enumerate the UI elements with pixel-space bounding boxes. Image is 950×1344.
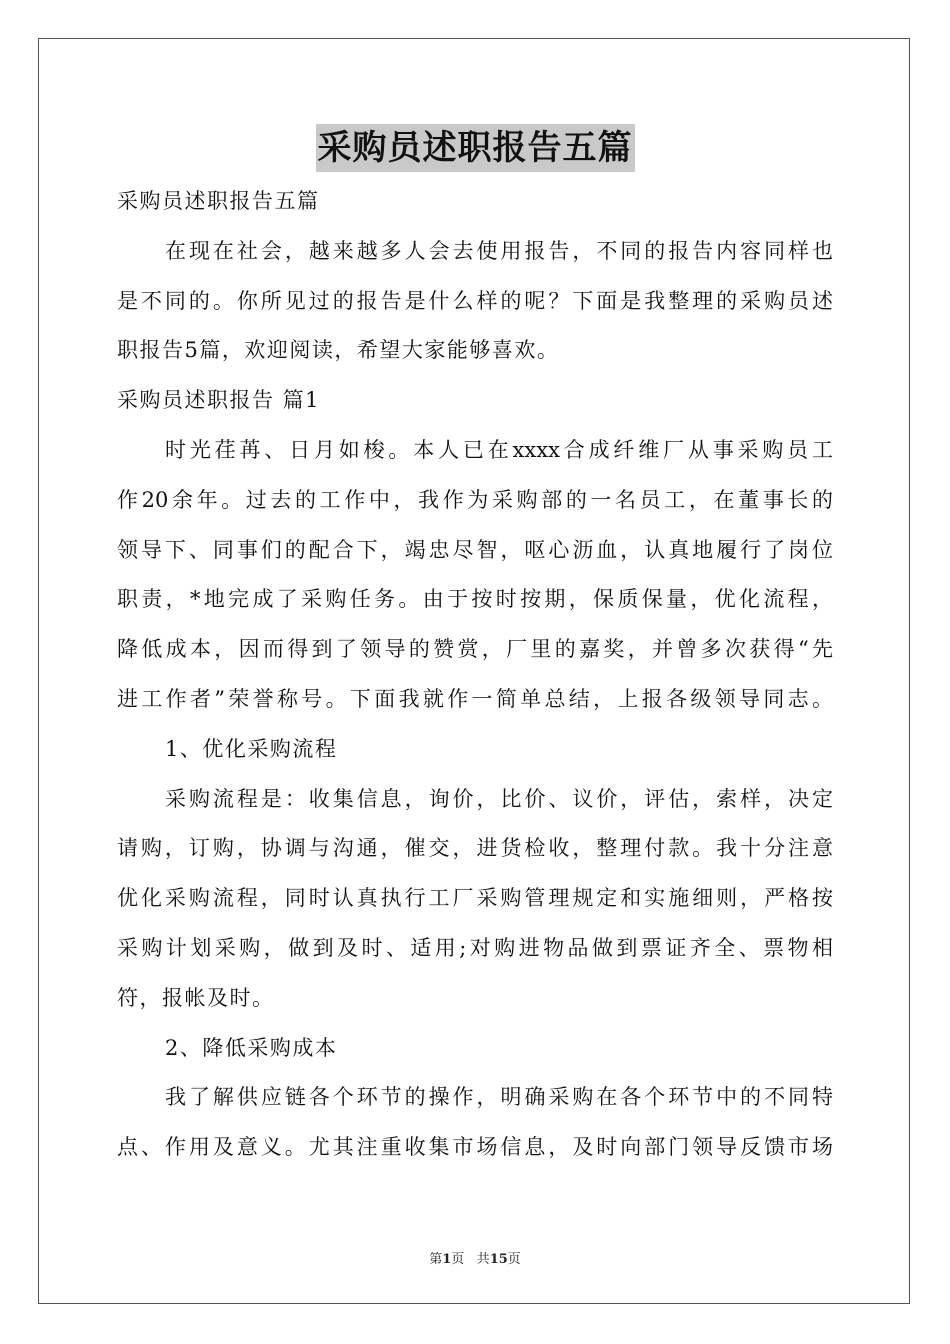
- text-line: 进工作者”荣誉称号。下面我就作一简单总结，上报各级领导同志。: [117, 686, 833, 711]
- text-line: 点、作用及意义。尤其注重收集市场信息，及时向部门领导反馈市场: [117, 1135, 833, 1160]
- text-line: 采购流程是：收集信息，询价，比价、议价，评估，索样，决定: [165, 786, 833, 811]
- text-line: 时光荏苒、日月如梭。本人已在xxxx合成纤维厂从事采购员工: [165, 437, 833, 462]
- text-line: 领导下、同事们的配合下，竭忠尽智，呕心沥血，认真地履行了岗位: [117, 537, 833, 562]
- text-line: 在现在社会，越来越多人会去使用报告，不同的报告内容同样也: [165, 238, 833, 263]
- document-body: [117, 177, 833, 1173]
- title-container: [0, 124, 950, 172]
- text-line: 作20余年。过去的工作中，我作为采购部的一名员工，在董事长的: [117, 487, 833, 512]
- text-line: 是不同的。你所见过的报告是什么样的呢？下面是我整理的采购员述: [117, 288, 833, 313]
- text-line: 符，报帐及时。: [117, 985, 275, 1010]
- text-line: 2、降低采购成本: [165, 1035, 338, 1060]
- total-prefix: 共: [476, 1252, 490, 1267]
- page-footer: [0, 1248, 950, 1267]
- text-line: 我了解供应链各个环节的操作，明确采购在各个环节中的不同特: [165, 1085, 833, 1110]
- document-title: 采购员述职报告五篇: [316, 124, 635, 172]
- text-line: 职报告5篇，欢迎阅读，希望大家能够喜欢。: [117, 338, 560, 363]
- page-suffix: 页: [451, 1252, 465, 1267]
- text-line: 1、优化采购流程: [165, 736, 338, 761]
- page-number: 1: [442, 1252, 452, 1267]
- text-line: 请购，订购，协调与沟通，催交，进货检收，整理付款。我十分注意: [117, 836, 833, 861]
- text-line: 采购计划采购，做到及时、适用;对购进物品做到票证齐全、票物相: [117, 935, 833, 960]
- text-line: 降低成本，因而得到了领导的赞赏，厂里的嘉奖，并曾多次获得“先: [117, 637, 833, 662]
- page-prefix: 第: [429, 1252, 443, 1267]
- text-line: 采购员述职报告 篇1: [117, 388, 321, 413]
- text-line: 采购员述职报告五篇: [117, 189, 320, 213]
- total-pages: 15: [489, 1252, 508, 1267]
- total-suffix: 页: [507, 1252, 521, 1267]
- text-line: 职责，*地完成了采购任务。由于按时按期，保质保量，优化流程，: [117, 587, 833, 612]
- text-line: 优化采购流程，同时认真执行工厂采购管理规定和实施细则，严格按: [117, 886, 833, 911]
